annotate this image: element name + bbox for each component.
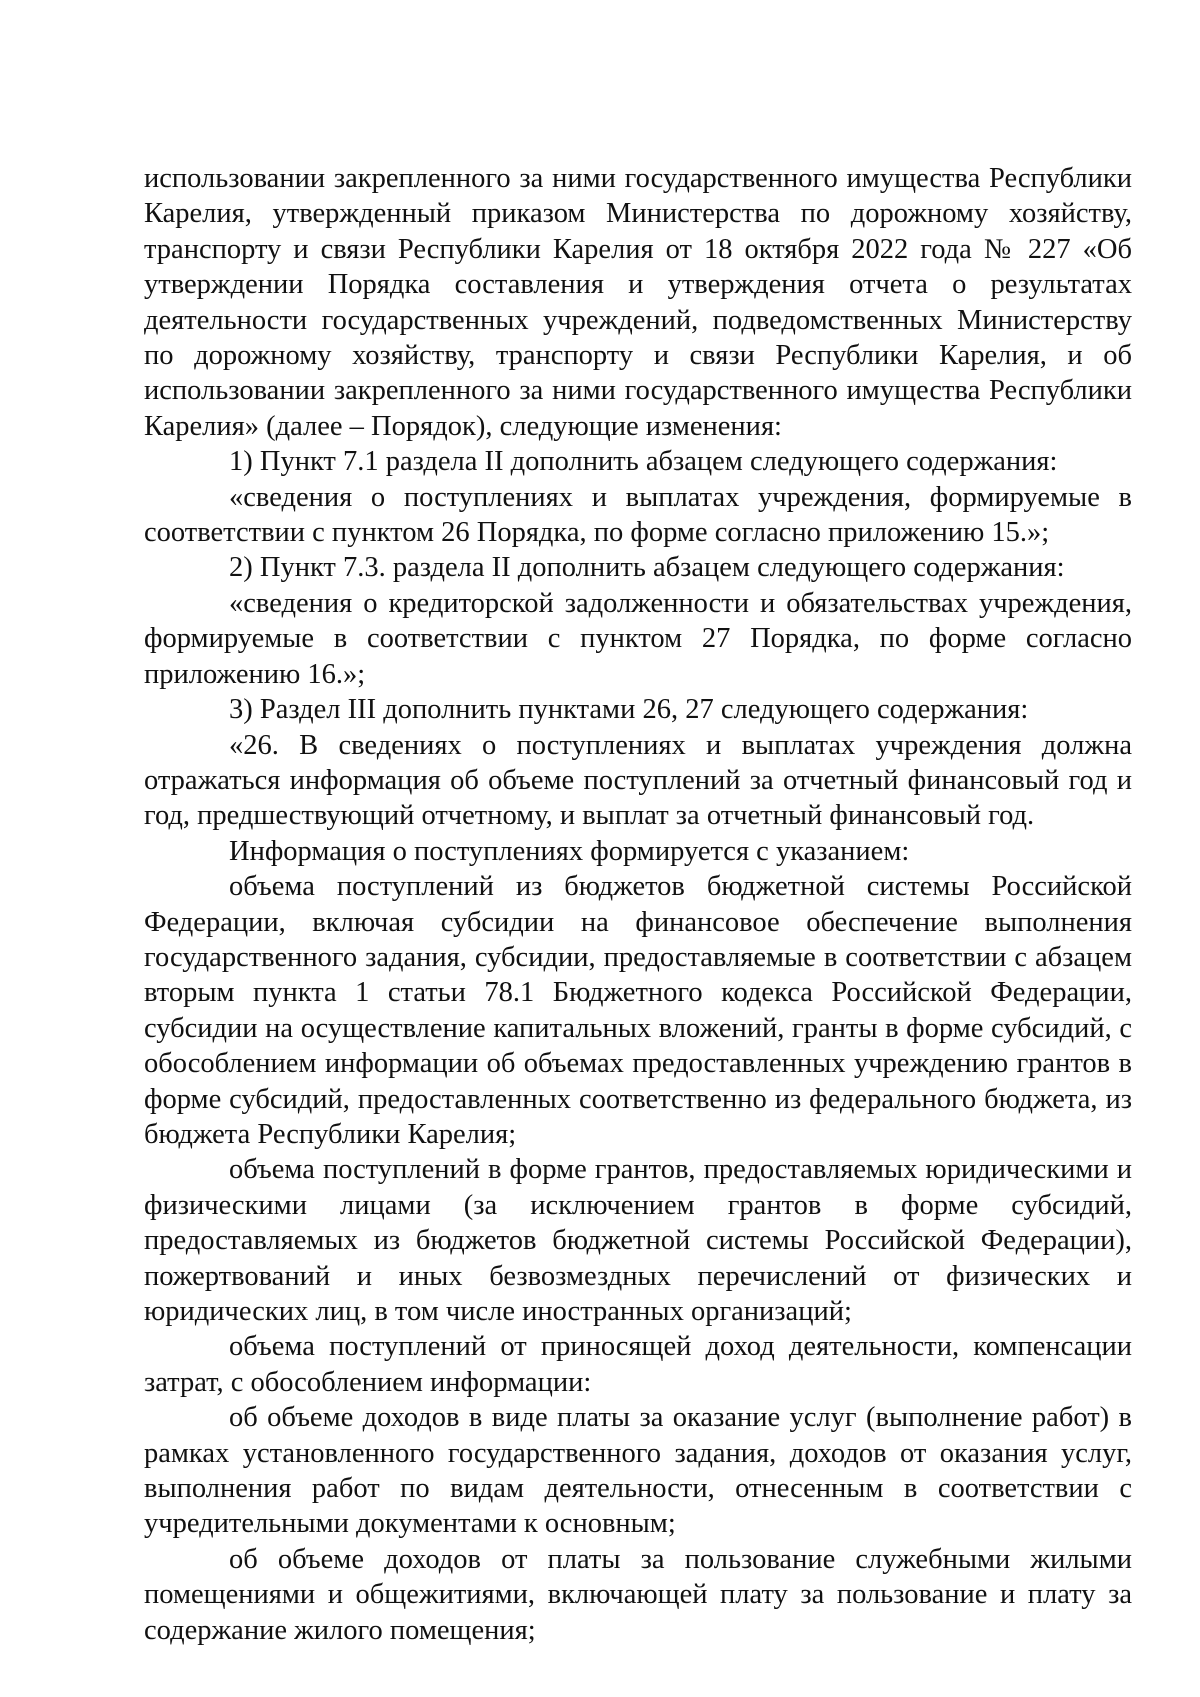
- paragraph-item-2: 2) Пункт 7.3. раздела II дополнить абзацем следующего содержания:: [229, 552, 1065, 584]
- paragraph-service-income: об объеме доходов в виде платы за оказание услуг (выполнение работ) в рамках установленного государственного задания, доходов от оказания услуг, выполнения работ по видам деятельности, отнесенным в соответствии с учредительными документами к основным;: [144, 1402, 1132, 1540]
- paragraph-grant-receipts: объема поступлений в форме грантов, предоставляемых юридическими и физическими лицами (за исключением грантов в форме субсидий, предоставляемых из бюджетов бюджетной системы Российской Федерации), пожертвований и иных безвозмездных перечислений от физических и юридических лиц, в том числе иностранных организаций;: [144, 1154, 1132, 1327]
- paragraph-point-26: «26. В сведениях о поступлениях и выплатах учреждения должна отражаться информация об объеме поступлений за отчетный финансовый год и год, предшествующий отчетному, и выплат за отчетный финансовый год.: [144, 729, 1132, 832]
- paragraph-housing-income: об объеме доходов от платы за пользование служебными жилыми помещениями и общежитиями, включающей плату за пользование и плату за содержание жилого помещения;: [144, 1543, 1132, 1646]
- paragraph-item-1-quote: «сведения о поступлениях и выплатах учреждения, формируемые в соответствии с пунктом 26 Порядка, по форме согласно приложению 15.»;: [144, 481, 1132, 549]
- paragraph-receipts-info: Информация о поступлениях формируется с указанием:: [229, 835, 910, 867]
- document-page: [144, 161, 1132, 1648]
- paragraph-item-1: 1) Пункт 7.1 раздела II дополнить абзацем следующего содержания:: [229, 446, 1058, 478]
- paragraph-item-3: 3) Раздел III дополнить пунктами 26, 27 следующего содержания:: [229, 694, 1029, 726]
- paragraph-amendment-intro: использовании закрепленного за ними государственного имущества Республики Карелия, утвержденный приказом Министерства по дорожному хозяйству, транспорту и связи Республики Карелия от 18 октября 2022 года № 227 «Об утверждении Порядка составления и утверждения отчета о результатах деятельности государственных учреждений, подведомственных Министерству по дорожному хозяйству, транспорту и связи Республики Карелия, и об использовании закрепленного за ними государственного имущества Республики Карелия» (далее – Порядок), следующие изменения:: [144, 163, 1132, 442]
- paragraph-budget-receipts: объема поступлений из бюджетов бюджетной системы Российской Федерации, включая субсидии на финансовое обеспечение выполнения государственного задания, субсидии, предоставляемые в соответствии с абзацем вторым пункта 1 статьи 78.1 Бюджетного кодекса Российской Федерации, субсидии на осуществление капитальных вложений, гранты в форме субсидий, с обособлением информации об объемах предоставленных учреждению грантов в форме субсидий, предоставленных соответственно из федерального бюджета, из бюджета Республики Карелия;: [144, 871, 1132, 1150]
- paragraph-income-receipts: объема поступлений от приносящей доход деятельности, компенсации затрат, с обособлением информации:: [144, 1331, 1132, 1398]
- paragraph-item-2-quote: «сведения о кредиторской задолженности и обязательствах учреждения, формируемые в соответствии с пунктом 27 Порядка, по форме согласно приложению 16.»;: [144, 587, 1132, 690]
